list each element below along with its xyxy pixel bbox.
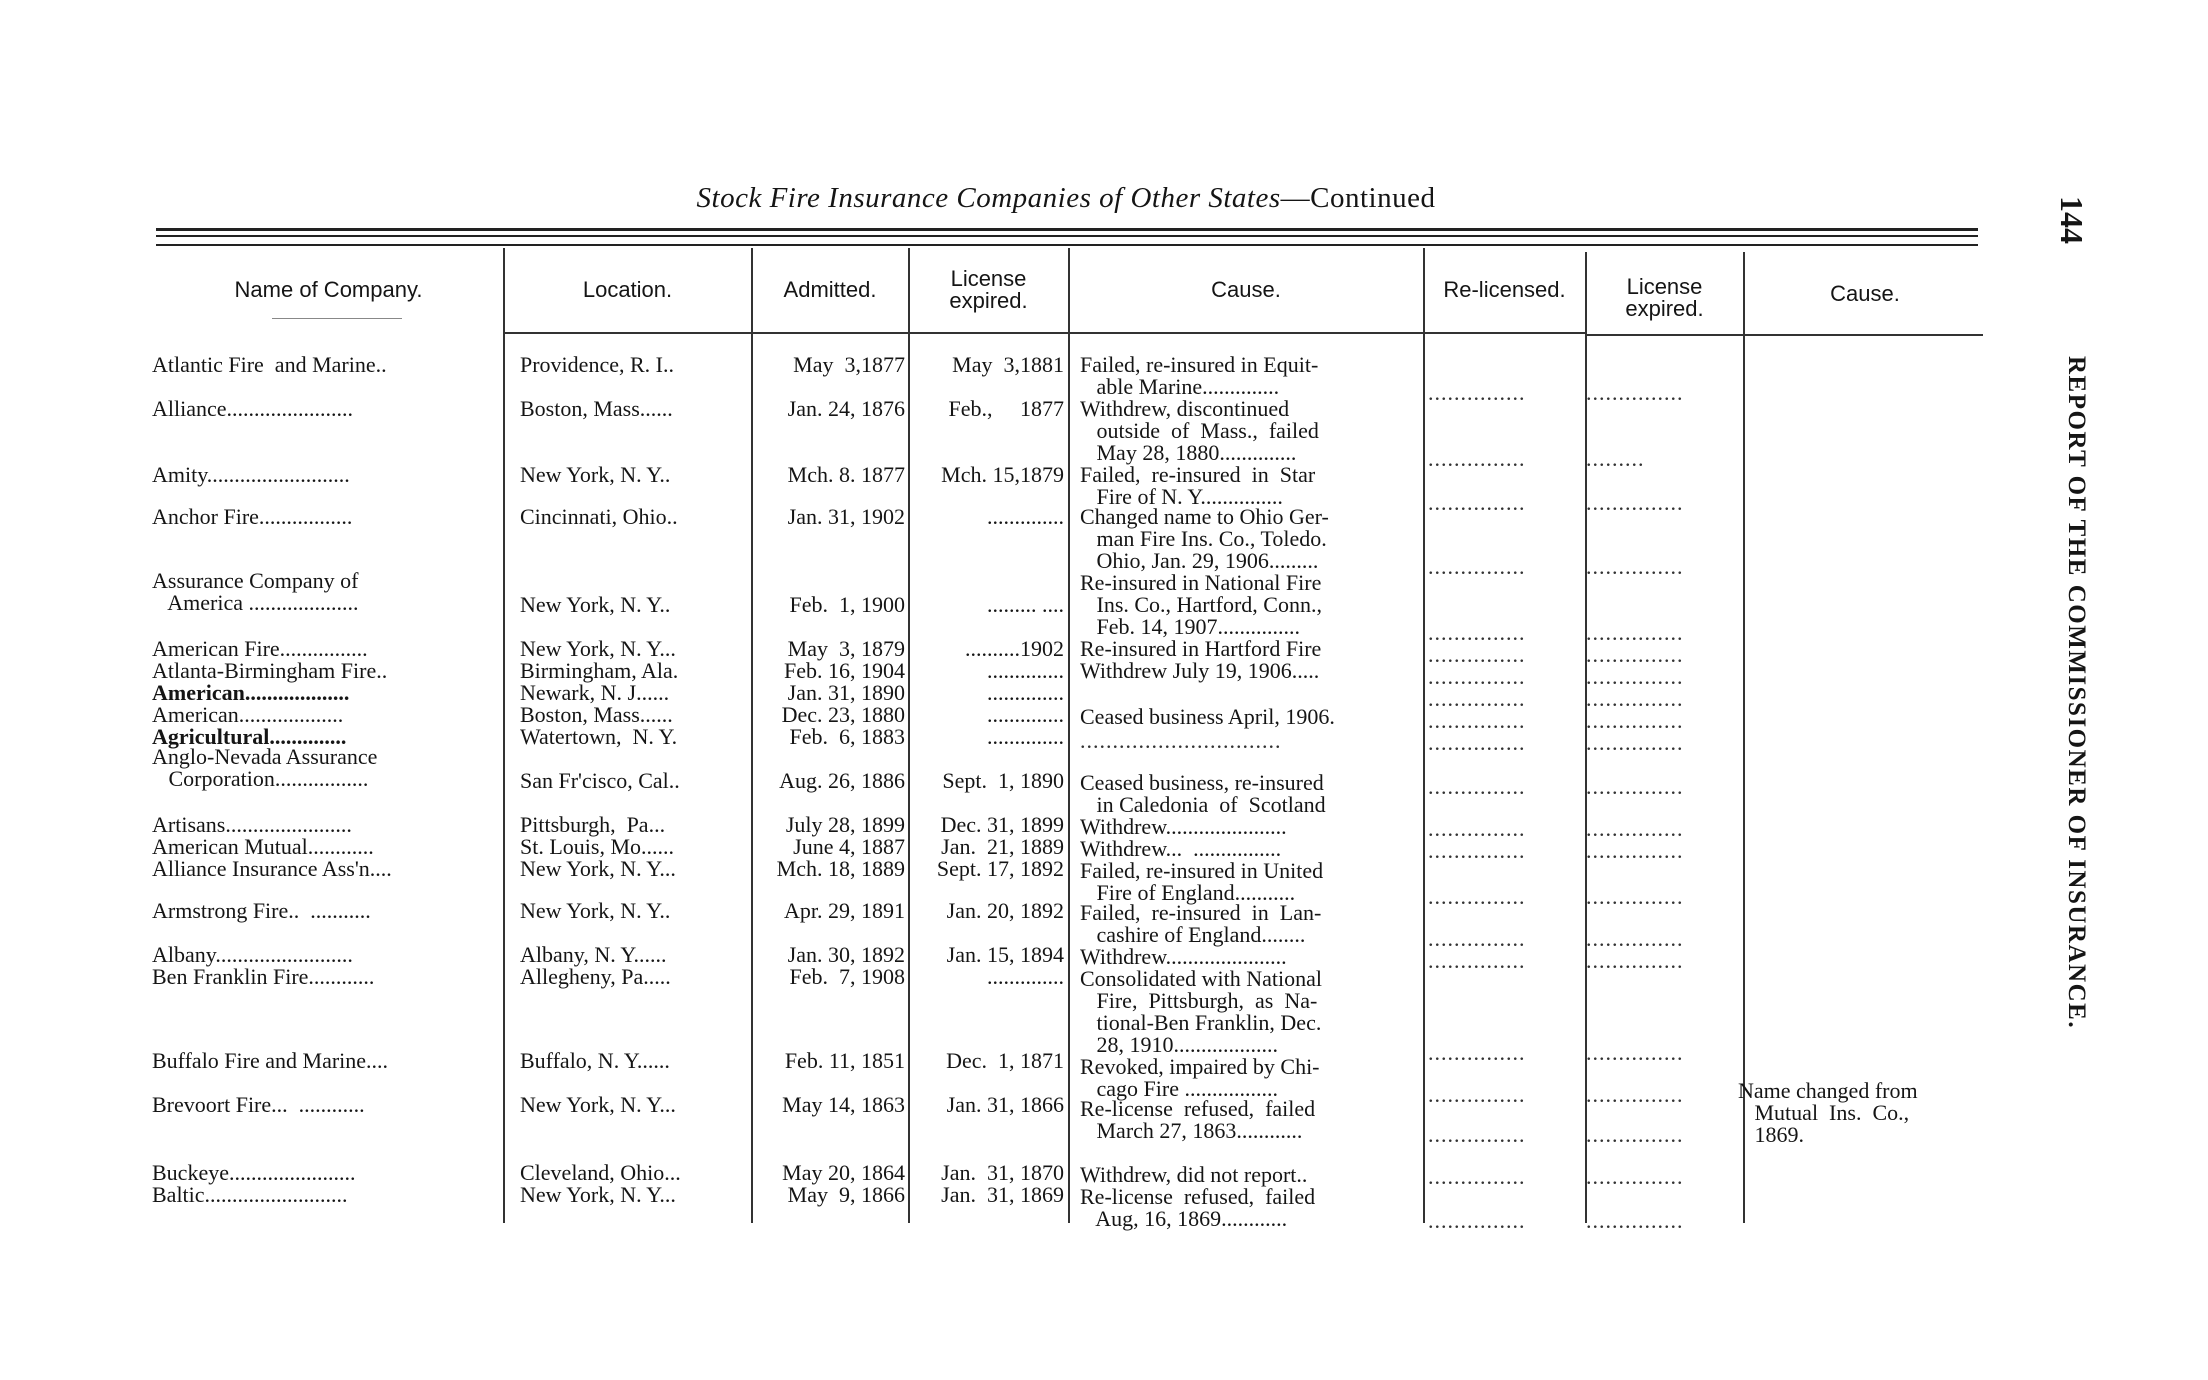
header-rule-bottom xyxy=(156,244,1978,246)
row-7-cause-1: Withdrew July 19, 1906..... xyxy=(1080,658,1320,683)
row-9-expired: .............. xyxy=(987,702,1064,727)
row-19-expired-2: ............... xyxy=(1586,1122,1684,1147)
row-13-expired: Jan. 21, 1889 xyxy=(941,834,1064,859)
row-20-name: Buckeye....................... xyxy=(152,1160,356,1185)
row-18-relicensed: ............... xyxy=(1428,1082,1526,1107)
row-17-cause-4: 28, 1910................... xyxy=(1080,1032,1278,1057)
row-2-relicensed: ............... xyxy=(1428,446,1526,471)
row-19-cause2-3: 1869. xyxy=(1738,1122,1804,1147)
row-10-admitted: Feb. 6, 1883 xyxy=(789,724,905,749)
row-15-cause-1: Failed, re-insured in Lan- xyxy=(1080,900,1322,925)
row-5-location: New York, N. Y.. xyxy=(520,592,671,617)
row-10-expired-2: ............... xyxy=(1586,730,1684,755)
col-divider-1 xyxy=(503,248,505,1223)
title-suffix: —Continued xyxy=(1280,182,1436,214)
row-20-relicensed: ............... xyxy=(1428,1164,1526,1189)
row-5-expired-2: ............... xyxy=(1586,620,1684,645)
row-18-expired-2: ............... xyxy=(1586,1082,1684,1107)
header-rule-top xyxy=(156,228,1978,231)
row-5-name-1: Assurance Company of xyxy=(152,568,359,593)
row-2-expired: Feb., 1877 xyxy=(948,396,1064,421)
row-1-location: Providence, R. I.. xyxy=(520,352,674,377)
row-15-cause-2: cashire of England........ xyxy=(1080,922,1306,947)
row-1-cause-2: able Marine.............. xyxy=(1080,374,1280,399)
row-14-admitted: Mch. 18, 1889 xyxy=(776,856,905,881)
row-17-expired: .............. xyxy=(987,964,1064,989)
row-14-cause-2: Fire of England........... xyxy=(1080,880,1296,905)
row-16-relicensed: ............... xyxy=(1428,948,1526,973)
row-4-location: Cincinnati, Ohio.. xyxy=(520,504,678,529)
col-divider-3 xyxy=(908,248,910,1223)
header-underline-a xyxy=(503,332,1585,334)
row-19-cause2-2: Mutual Ins. Co., xyxy=(1738,1100,1910,1125)
row-8-admitted: Jan. 31, 1890 xyxy=(787,680,905,705)
row-3-expired: Mch. 15,1879 xyxy=(941,462,1064,487)
col-divider-5 xyxy=(1423,248,1425,1223)
row-5-relicensed: ............... xyxy=(1428,620,1526,645)
row-10-relicensed: ............... xyxy=(1428,730,1526,755)
row-13-name: American Mutual............ xyxy=(152,834,374,859)
row-20-admitted: May 20, 1864 xyxy=(782,1160,905,1185)
row-18-location: Buffalo, N. Y...... xyxy=(520,1048,670,1073)
row-18-cause-1: Revoked, impaired by Chi- xyxy=(1080,1054,1320,1079)
page-title xyxy=(156,182,1976,215)
row-1-expired-2: ............... xyxy=(1586,380,1684,405)
row-3-expired-2: ............... xyxy=(1586,490,1684,515)
row-8-location: Newark, N. J...... xyxy=(520,680,670,705)
row-17-cause-1: Consolidated with National xyxy=(1080,966,1322,991)
row-14-location: New York, N. Y... xyxy=(520,856,676,881)
row-11-relicensed: ............... xyxy=(1428,774,1526,799)
row-13-expired-2: ............... xyxy=(1586,838,1684,863)
row-1-relicensed: ............... xyxy=(1428,380,1526,405)
row-8-expired-2: ............... xyxy=(1586,686,1684,711)
row-18-cause-2: cago Fire ................. xyxy=(1080,1076,1278,1101)
row-21-expired-2: ............... xyxy=(1586,1208,1684,1233)
row-6-admitted: May 3, 1879 xyxy=(787,636,905,661)
row-17-cause-3: tional-Ben Franklin, Dec. xyxy=(1080,1010,1322,1035)
row-9-cause-1: Ceased business April, 1906. xyxy=(1080,704,1335,729)
header-license-line2: expired. xyxy=(949,288,1028,313)
row-8-expired: .............. xyxy=(987,680,1064,705)
row-9-relicensed: ............... xyxy=(1428,708,1526,733)
row-15-expired: Jan. 20, 1892 xyxy=(946,898,1064,923)
row-5-admitted: Feb. 1, 1900 xyxy=(789,592,905,617)
row-17-name: Ben Franklin Fire............ xyxy=(152,964,375,989)
header-location: Location. xyxy=(582,277,673,302)
row-12-location: Pittsburgh, Pa... xyxy=(520,812,666,837)
row-1-name: Atlantic Fire and Marine.. xyxy=(152,352,387,377)
header-license2-line2: expired. xyxy=(1625,296,1704,321)
row-3-name: Amity.......................... xyxy=(152,462,350,487)
row-4-relicensed: ............... xyxy=(1428,554,1526,579)
row-19-name: Brevoort Fire... ............ xyxy=(152,1092,365,1117)
row-11-cause-1: Ceased business, re-insured xyxy=(1080,770,1324,795)
row-3-admitted: Mch. 8. 1877 xyxy=(787,462,905,487)
row-14-relicensed: ............... xyxy=(1428,884,1526,909)
row-16-expired: Jan. 15, 1894 xyxy=(946,942,1064,967)
row-19-cause-2: March 27, 1863............ xyxy=(1080,1118,1303,1143)
header-license-line1: License xyxy=(950,266,1027,291)
row-11-location: San Fr'cisco, Cal.. xyxy=(520,768,680,793)
row-21-cause-2: Aug, 16, 1869............ xyxy=(1080,1206,1288,1231)
row-1-expired: May 3,1881 xyxy=(952,352,1064,377)
row-14-expired: Sept. 17, 1892 xyxy=(936,856,1064,881)
row-18-expired: Dec. 1, 1871 xyxy=(946,1048,1064,1073)
row-21-cause-1: Re-license refused, failed xyxy=(1080,1184,1316,1209)
row-6-expired-2: ............... xyxy=(1586,642,1684,667)
row-6-expired: ..........1902 xyxy=(965,636,1064,661)
row-15-admitted: Apr. 29, 1891 xyxy=(784,898,905,923)
row-19-cause-1: Re-license refused, failed xyxy=(1080,1096,1316,1121)
row-4-cause-3: Ohio, Jan. 29, 1906......... xyxy=(1080,548,1319,573)
header-rule-mid xyxy=(156,235,1978,237)
row-11-name-2: Corporation................. xyxy=(152,766,369,791)
row-6-relicensed: ............... xyxy=(1428,642,1526,667)
row-16-admitted: Jan. 30, 1892 xyxy=(787,942,905,967)
row-20-location: Cleveland, Ohio... xyxy=(520,1160,681,1185)
row-10-cause-1: ............................... xyxy=(1080,728,1282,753)
row-15-expired-2: ............... xyxy=(1586,926,1684,951)
row-13-admitted: June 4, 1887 xyxy=(793,834,905,859)
row-8-name: American................... xyxy=(152,680,350,705)
row-4-cause-1: Changed name to Ohio Ger- xyxy=(1080,504,1329,529)
row-19-admitted: May 14, 1863 xyxy=(782,1092,905,1117)
row-15-relicensed: ............... xyxy=(1428,926,1526,951)
row-21-expired: Jan. 31, 1869 xyxy=(941,1182,1064,1207)
row-11-expired-2: ............... xyxy=(1586,774,1684,799)
row-3-relicensed: ............... xyxy=(1428,490,1526,515)
header-relicensed: Re-licensed. xyxy=(1443,277,1566,302)
row-18-name: Buffalo Fire and Marine.... xyxy=(152,1048,389,1073)
row-4-name: Anchor Fire................. xyxy=(152,504,353,529)
row-1-admitted: May 3,1877 xyxy=(793,352,905,377)
row-2-cause-1: Withdrew, discontinued xyxy=(1080,396,1290,421)
row-18-admitted: Feb. 11, 1851 xyxy=(784,1048,905,1073)
report-title: REPORT OF THE COMMISSIONER OF INSURANCE. xyxy=(2063,356,2090,1030)
row-7-expired: .............. xyxy=(987,658,1064,683)
row-8-relicensed: ............... xyxy=(1428,686,1526,711)
row-2-cause-3: May 28, 1880.............. xyxy=(1080,440,1297,465)
row-14-name: Alliance Insurance Ass'n.... xyxy=(152,856,392,881)
row-13-relicensed: ............... xyxy=(1428,838,1526,863)
row-12-relicensed: ............... xyxy=(1428,816,1526,841)
row-21-admitted: May 9, 1866 xyxy=(787,1182,905,1207)
row-15-location: New York, N. Y.. xyxy=(520,898,671,923)
title-italic: Stock Fire Insurance Companies of Other States xyxy=(696,182,1281,214)
row-13-location: St. Louis, Mo...... xyxy=(520,834,675,859)
row-17-admitted: Feb. 7, 1908 xyxy=(789,964,905,989)
row-19-expired: Jan. 31, 1866 xyxy=(946,1092,1064,1117)
row-10-expired: .............. xyxy=(987,724,1064,749)
row-7-expired-2: ............... xyxy=(1586,664,1684,689)
row-2-admitted: Jan. 24, 1876 xyxy=(787,396,905,421)
row-7-name: Atlanta-Birmingham Fire.. xyxy=(152,658,388,683)
header-admitted: Admitted. xyxy=(783,277,877,302)
row-17-relicensed: ............... xyxy=(1428,1040,1526,1065)
row-9-location: Boston, Mass...... xyxy=(520,702,673,727)
row-3-cause-1: Failed, re-insured in Star xyxy=(1080,462,1316,487)
row-19-relicensed: ............... xyxy=(1428,1122,1526,1147)
row-6-location: New York, N. Y... xyxy=(520,636,676,661)
row-12-name: Artisans....................... xyxy=(152,812,352,837)
col-divider-4 xyxy=(1068,248,1070,1223)
row-16-cause-1: Withdrew...................... xyxy=(1080,944,1287,969)
row-1-cause-1: Failed, re-insured in Equit- xyxy=(1080,352,1319,377)
row-2-cause-2: outside of Mass., failed xyxy=(1080,418,1319,443)
row-21-name: Baltic.......................... xyxy=(152,1182,348,1207)
row-14-cause-1: Failed, re-insured in United xyxy=(1080,858,1324,883)
row-5-cause-2: Ins. Co., Hartford, Conn., xyxy=(1080,592,1322,617)
row-12-expired: Dec. 31, 1899 xyxy=(940,812,1064,837)
row-16-name: Albany......................... xyxy=(152,942,353,967)
row-19-location: New York, N. Y... xyxy=(520,1092,676,1117)
row-9-admitted: Dec. 23, 1880 xyxy=(781,702,905,727)
row-4-expired-2: ............... xyxy=(1586,554,1684,579)
row-21-relicensed: ............... xyxy=(1428,1208,1526,1233)
header-license-expired-2 xyxy=(1587,256,1742,340)
row-4-cause-2: man Fire Ins. Co., Toledo. xyxy=(1080,526,1327,551)
row-7-relicensed: ............... xyxy=(1428,664,1526,689)
row-3-cause-2: Fire of N. Y............... xyxy=(1080,484,1283,509)
row-10-location: Watertown, N. Y. xyxy=(520,724,678,749)
row-11-expired: Sept. 1, 1890 xyxy=(942,768,1064,793)
row-21-location: New York, N. Y... xyxy=(520,1182,676,1207)
row-5-expired: ......... .... xyxy=(987,592,1064,617)
row-7-location: Birmingham, Ala. xyxy=(520,658,679,683)
row-12-cause-1: Withdrew...................... xyxy=(1080,814,1287,839)
header-license-expired xyxy=(910,248,1067,332)
side-margin xyxy=(2020,196,2090,1096)
header-license2-line1: License xyxy=(1626,274,1703,299)
row-20-expired-2: ............... xyxy=(1586,1164,1684,1189)
row-2-name: Alliance....................... xyxy=(152,396,354,421)
row-20-expired: Jan. 31, 1870 xyxy=(941,1160,1064,1185)
row-6-cause-1: Re-insured in Hartford Fire xyxy=(1080,636,1322,661)
row-10-name: Agricultural.............. xyxy=(152,724,347,749)
row-12-expired-2: ............... xyxy=(1586,816,1684,841)
row-17-cause-2: Fire, Pittsburgh, as Na- xyxy=(1080,988,1318,1013)
row-5-cause-1: Re-insured in National Fire xyxy=(1080,570,1322,595)
page-number: 144 xyxy=(2054,196,2090,244)
row-11-name-1: Anglo-Nevada Assurance xyxy=(152,744,378,769)
row-5-name-2: America .................... xyxy=(152,590,359,615)
row-3-location: New York, N. Y.. xyxy=(520,462,671,487)
row-9-name: American................... xyxy=(152,702,344,727)
row-4-expired: .............. xyxy=(987,504,1064,529)
row-16-location: Albany, N. Y...... xyxy=(520,942,667,967)
header-name: Name of Company. xyxy=(234,277,423,302)
header-cause-2: Cause. xyxy=(1830,281,1900,306)
row-11-admitted: Aug. 26, 1886 xyxy=(779,768,905,793)
row-9-expired-2: ............... xyxy=(1586,708,1684,733)
row-6-name: American Fire................ xyxy=(152,636,368,661)
row-17-expired-2: ............... xyxy=(1586,1040,1684,1065)
row-19-cause2-1: Name changed from xyxy=(1738,1078,1918,1103)
row-15-name: Armstrong Fire.. ........... xyxy=(152,898,371,923)
row-7-admitted: Feb. 16, 1904 xyxy=(784,658,905,683)
row-12-admitted: July 28, 1899 xyxy=(785,812,905,837)
row-17-location: Allegheny, Pa..... xyxy=(520,964,671,989)
header-cause: Cause. xyxy=(1211,277,1281,302)
row-11-cause-2: in Caledonia of Scotland xyxy=(1080,792,1326,817)
row-16-expired-2: ............... xyxy=(1586,948,1684,973)
row-2-location: Boston, Mass...... xyxy=(520,396,673,421)
row-20-cause-1: Withdrew, did not report.. xyxy=(1080,1162,1308,1187)
row-2-expired-2: ......... xyxy=(1586,446,1645,471)
row-14-expired-2: ............... xyxy=(1586,884,1684,909)
row-5-cause-3: Feb. 14, 1907............... xyxy=(1080,614,1300,639)
row-13-cause-1: Withdrew... ................ xyxy=(1080,836,1282,861)
col-divider-2 xyxy=(751,248,753,1223)
row-4-admitted: Jan. 31, 1902 xyxy=(787,504,905,529)
